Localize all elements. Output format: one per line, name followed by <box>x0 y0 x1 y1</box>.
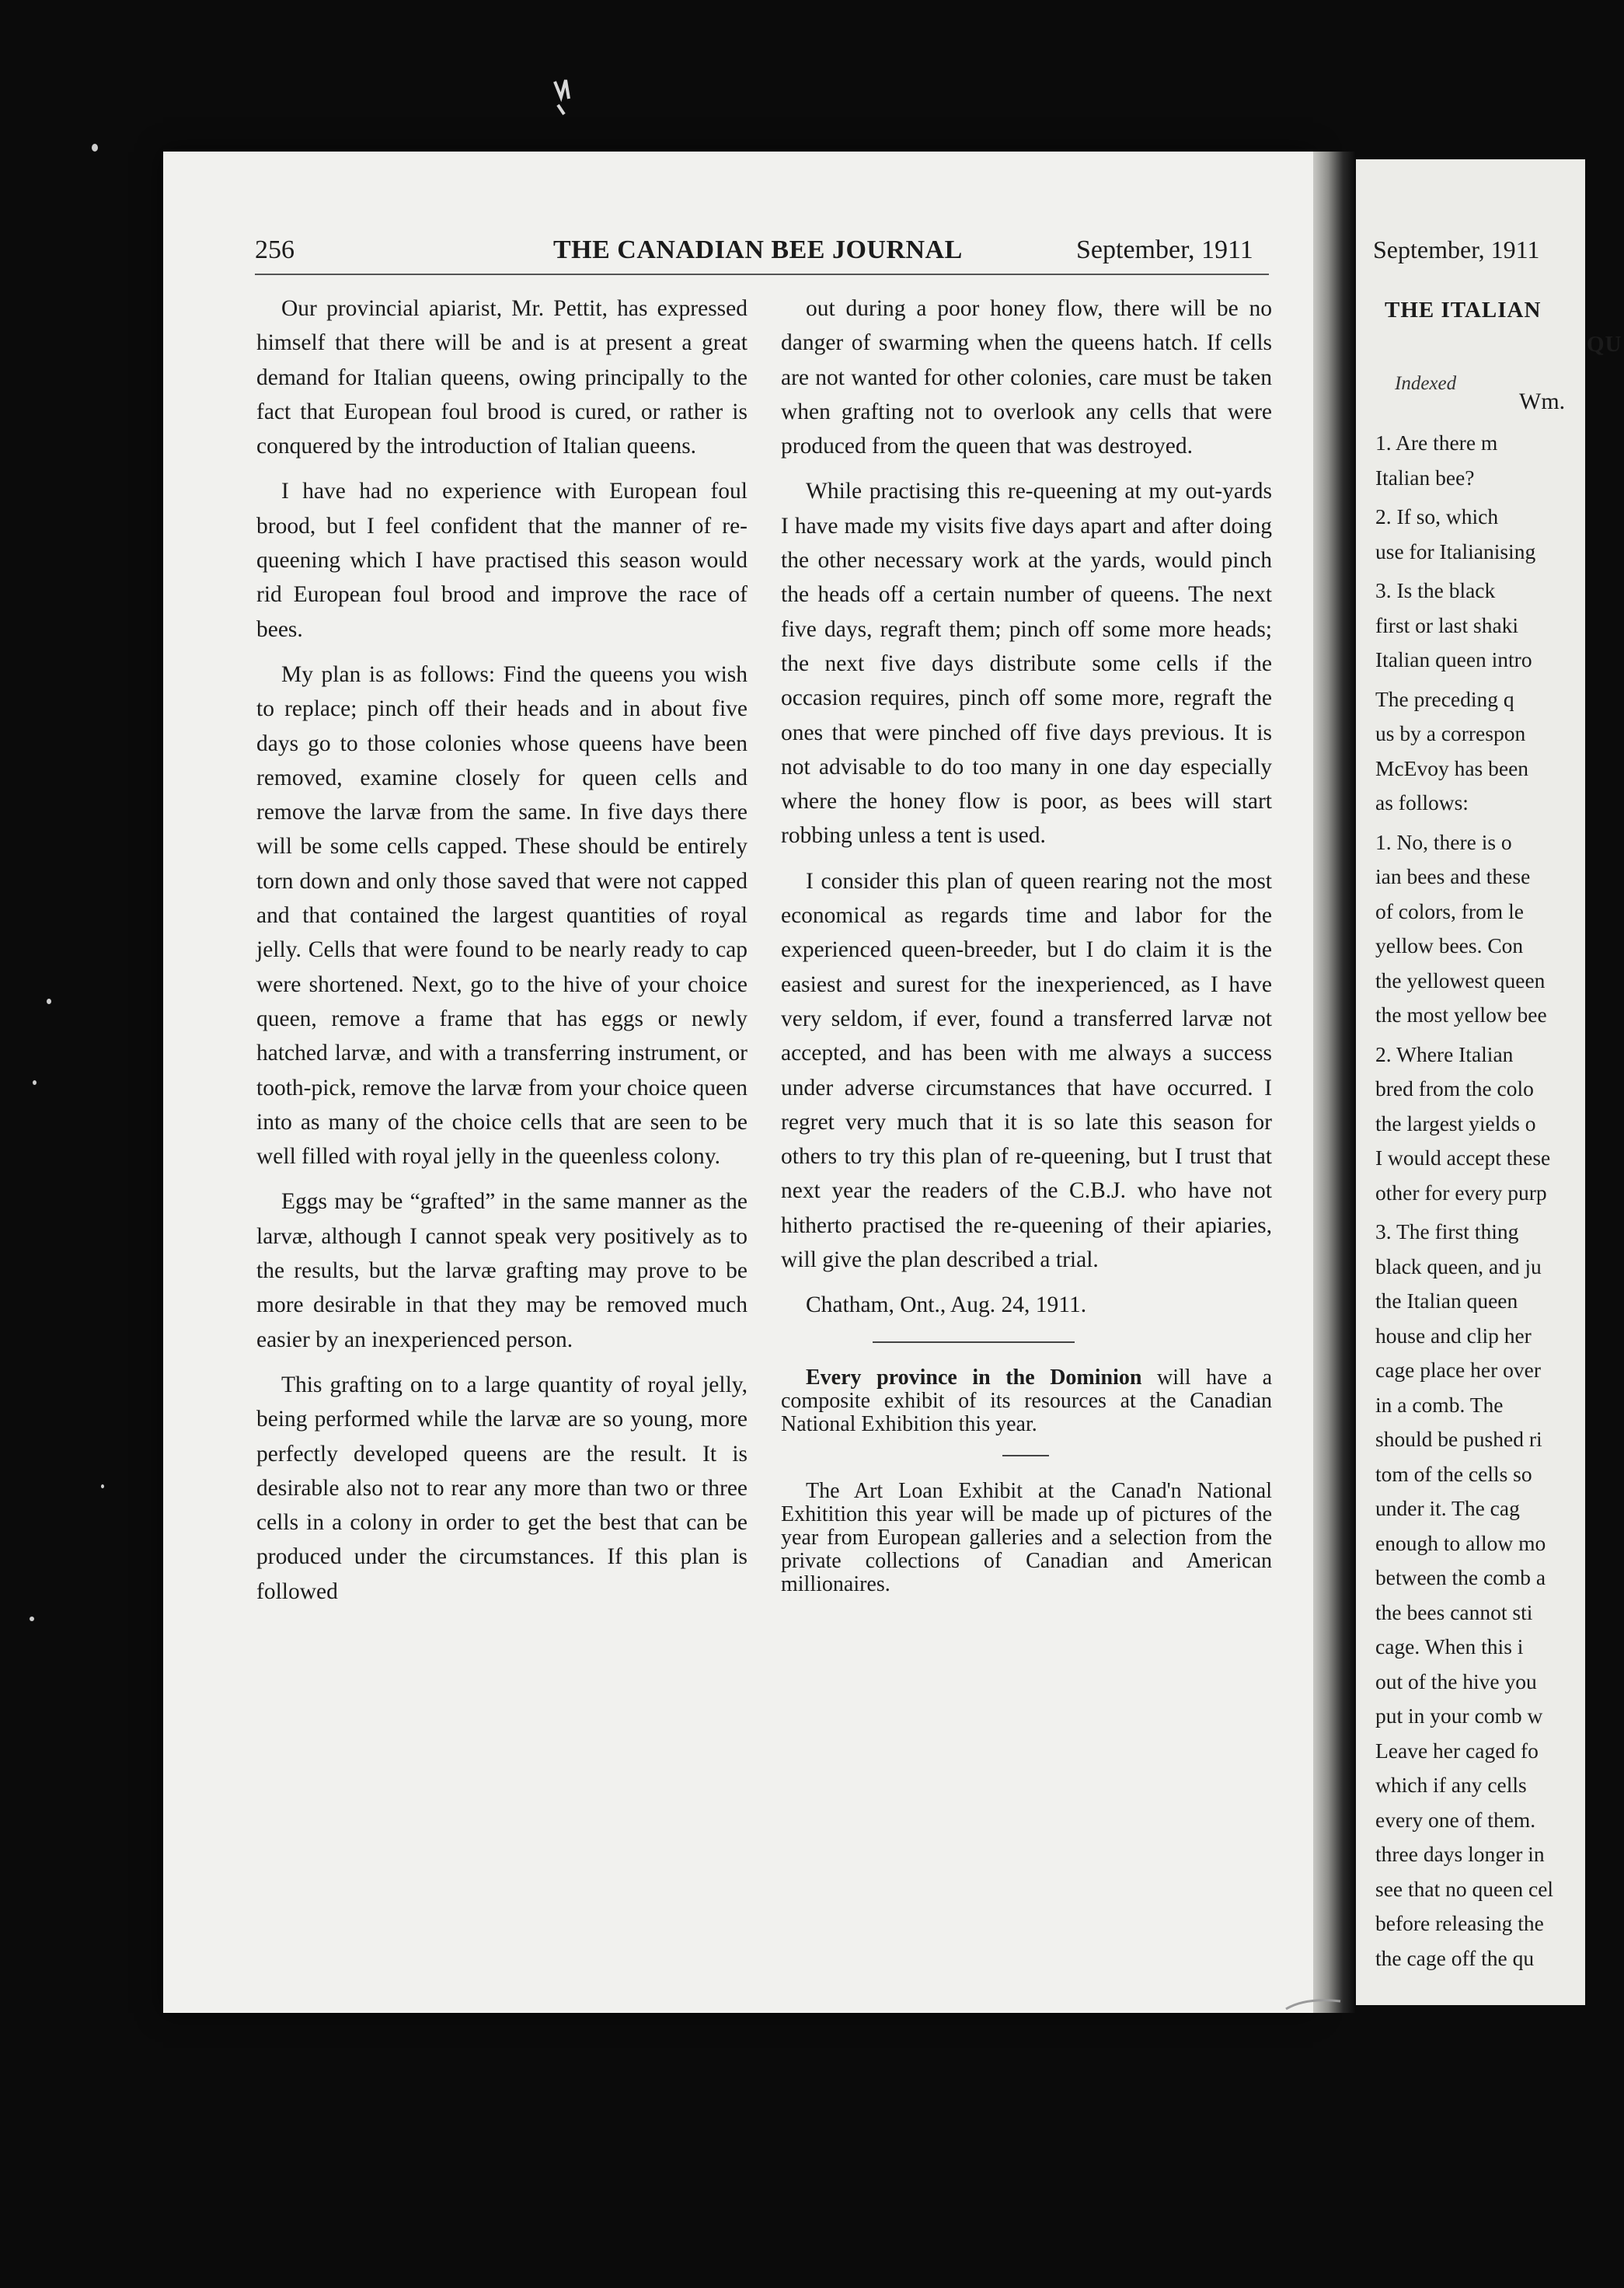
page-number: 256 <box>255 235 294 264</box>
right-page-line: put in your comb w <box>1375 1704 1543 1728</box>
right-page-lines <box>1375 426 1624 1976</box>
right-page-line: which if any cells <box>1375 1773 1527 1797</box>
right-page-line: house and clip her <box>1375 1323 1532 1348</box>
right-page-line: of colors, from le <box>1375 898 1524 923</box>
right-page-line: the cage off the qu <box>1375 1945 1535 1970</box>
notice-lead: Every province in the Dominion <box>806 1365 1142 1390</box>
paragraph: Eggs may be “grafted” in the same manner as the larvæ, although I cannot speak very positively as to the results, but the larvæ grafting may prove to be more desirable in that they may be removed much easier by an inexperienced person. <box>256 1189 748 1352</box>
right-page-line: Italian bee? <box>1375 465 1475 490</box>
right-page-line: I would accept these <box>1375 1146 1551 1170</box>
right-page-column <box>1375 426 1624 1976</box>
section-divider <box>1002 1455 1049 1456</box>
header-rule <box>255 274 1269 275</box>
right-page-line: Leave her caged fo <box>1375 1738 1539 1763</box>
scan-speck <box>47 999 51 1004</box>
right-page-line: before releasing the <box>1375 1911 1544 1935</box>
right-page-line: cage place her over <box>1375 1358 1541 1382</box>
paragraph: out during a poor honey flow, there will be no danger of swarming when the queens hatch. If cells are not wanted for other colonies, care must be taken when grafting not to overlook any cells that were produced from the queen that was destroyed. <box>781 296 1272 459</box>
article-signature: Chatham, Ont., Aug. 24, 1911. <box>806 1292 1087 1318</box>
paragraph: My plan is as follows: Find the queens you wish to replace; pinch off their heads and in about five days go to those colonies whose queens have been removed, examine closely for queen cells and remove the larvæ from the same. In five days there will be some cells capped. These should be entirely torn down and only those saved that were not capped and that contained the largest quantities of royal jelly. Cells that were found to be nearly ready to cap were shortened. Next, go to the hive of your choice queen, remove a frame that has eggs or newly hatched larvæ, and with a transferring instrument, or tooth-pick, remove the larvæ from your choice queen into as many of the choice cells that are seen to be well filled with royal jelly in the queenless colony. <box>256 661 748 1170</box>
right-page-line: 3. Is the black <box>1375 578 1496 602</box>
notice-body: will have a composite exhibit of its resources at the Canadian National Exhibition this year. <box>781 1365 1273 1436</box>
book-gutter <box>1313 152 1356 2013</box>
right-page-line: out of the hive you <box>1375 1669 1537 1693</box>
right-page-line: 1. No, there is o <box>1375 829 1512 854</box>
right-page-line: us by a correspon <box>1375 721 1526 745</box>
notice-exhibit <box>781 1366 1272 1436</box>
right-page-line: 2. If so, which <box>1375 504 1499 528</box>
right-page-line: the bees cannot sti <box>1375 1599 1533 1624</box>
notice-body: will be made up of pictures of the year from European galleries and a selection from the private collections of Canadian and American millionaires. <box>781 1502 1272 1596</box>
journal-title: THE CANADIAN BEE JOURNAL <box>553 235 963 264</box>
right-page-line: 1. Are there m <box>1375 431 1498 455</box>
right-page-line: cage. When this i <box>1375 1634 1524 1658</box>
right-page-line: 2. Where Italian <box>1375 1041 1514 1066</box>
author-fragment: Wm. <box>1519 389 1566 414</box>
paragraph: This grafting on to a large quantity of royal jelly, being performed while the larvæ are so young, more perfectly developed queens are the result. It is desirable also not to rear any more than two or three cells in a colony in order to get the best that can be produced under the circumstances. If this plan is followed <box>256 1372 748 1604</box>
scan-speck <box>101 1484 104 1488</box>
right-page-line: tom of the cells so <box>1375 1461 1532 1486</box>
notice-lead: The Art Loan Exhibit at the Canad'n National Exhitition this year <box>781 1478 1272 1526</box>
right-page-line: black queen, and ju <box>1375 1254 1542 1278</box>
text-column-right <box>781 291 1272 1607</box>
right-page-line: see that no queen cel <box>1375 1876 1554 1901</box>
scan-speck <box>30 1617 34 1621</box>
right-page-line: every one of them. <box>1375 1807 1536 1832</box>
indexed-stamp: Indexed <box>1395 373 1457 394</box>
paragraph: I have had no experience with European foul brood, but I feel confident that the manner of re-queening which I have practised this season would rid European foul brood and improve the race of bees. <box>256 479 748 642</box>
text-column-left <box>256 291 748 1620</box>
right-page-line: the most yellow bee <box>1375 1003 1547 1027</box>
scan-mark-icon <box>550 74 573 117</box>
page-curl-icon <box>1282 1966 1344 2013</box>
right-page-line: three days longer in <box>1375 1842 1545 1866</box>
right-page-line: The preceding q <box>1375 686 1514 711</box>
scan-speck <box>33 1080 37 1085</box>
right-page-line: should be pushed ri <box>1375 1427 1542 1451</box>
issue-date: September, 1911 <box>1076 235 1253 264</box>
right-page-line: the yellowest queen <box>1375 968 1546 992</box>
right-page-line: other for every purp <box>1375 1180 1547 1205</box>
right-page-line: the Italian queen <box>1375 1289 1518 1313</box>
right-page-line: use for Italianising <box>1375 539 1536 563</box>
notice-art-loan <box>781 1480 1272 1596</box>
right-page-line: 3. The first thing <box>1375 1219 1519 1243</box>
scan-speck <box>92 144 98 152</box>
right-page-line: the largest yields o <box>1375 1111 1536 1135</box>
heading-line: QU <box>1587 332 1622 357</box>
right-page-date: September, 1911 <box>1373 235 1540 263</box>
right-page-line: McEvoy has been <box>1375 755 1529 780</box>
right-page-line: in a comb. The <box>1375 1392 1504 1417</box>
right-page-line: bred from the colo <box>1375 1076 1534 1100</box>
right-page-line: between the comb a <box>1375 1565 1546 1589</box>
paragraph: While practising this re-queening at my out-yards I have made my visits five days apart and after doing the other necessary work at the yards, would pinch the heads off a certain number of queens. The next five days, regraft them; pinch off some more heads; the next five days distribute some cells if the occasion requires, pinch off some more, regraft the ones that were pinched off five days previous. It is not advisable to do too many in one day especially where the honey flow is poor, as bees will start robbing unless a tent is used. <box>781 479 1272 849</box>
right-page-line: Italian queen intro <box>1375 647 1532 671</box>
paragraph: Our provincial apiarist, Mr. Pettit, has expressed himself that there will be and is at present a great demand for Italian queens, owing principally to the fact that European foul brood is cured, or rather is conquered by the introduction of Italian queens. <box>256 296 748 459</box>
section-divider <box>873 1341 1075 1343</box>
heading-line: THE ITALIAN <box>1385 298 1542 323</box>
right-page-line: ian bees and these <box>1375 864 1531 888</box>
right-page-line: as follows: <box>1375 790 1469 814</box>
right-page-line: first or last shaki <box>1375 612 1519 637</box>
right-page-line: under it. The cag <box>1375 1496 1520 1520</box>
right-page-line: enough to allow mo <box>1375 1530 1546 1555</box>
right-article-heading <box>1385 293 1622 361</box>
paragraph: I consider this plan of queen rearing not the most economical as regards time and labor for the experienced queen-breeder, but I do claim it is the easiest and surest for the inexperienced, as I have very seldom, if ever, found a transferred larvæ not accepted, and has been with me always a success under adverse circumstances that have occurred. I regret very much that it is so late this season for others to try this plan of re-queening, but I trust that next year the readers of the C.B.J. who have not hitherto practised the re-queening of their apiaries, will give the plan described a trial. <box>781 868 1272 1273</box>
right-page-line: yellow bees. Con <box>1375 933 1524 957</box>
